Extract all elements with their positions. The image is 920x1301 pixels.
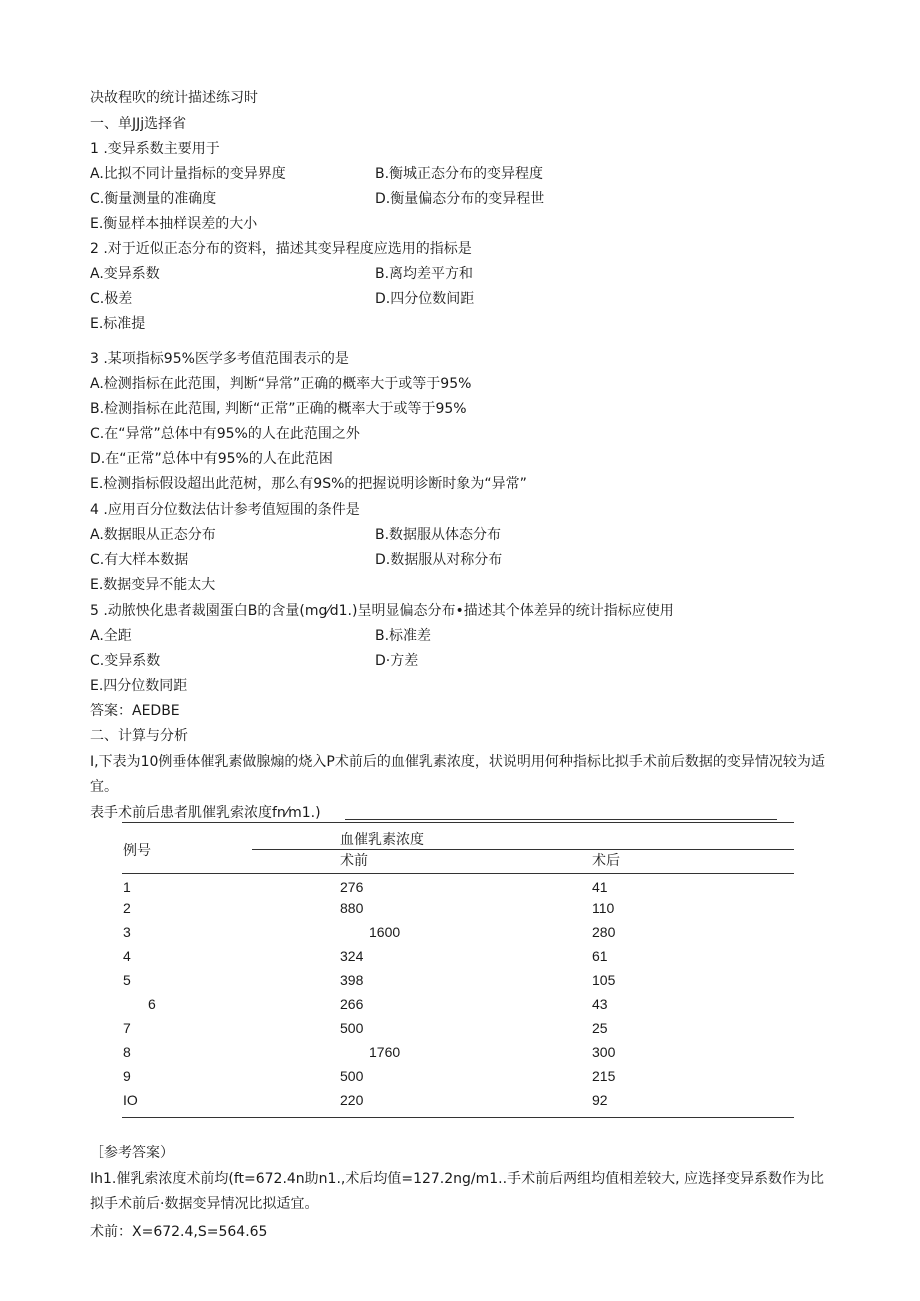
row-10-id: IO <box>123 1092 138 1108</box>
reference-answer-text: Ih1.催乳索浓度术前均(ft=672.4n助n1.,术后均值=127.2ng/m1..手术前后两组均值相差较大, 应选择变异系数作为比拟手术前后·数据变异情况比拟适宜。 <box>90 1171 824 1212</box>
question-4-stem: 4 .应用百分位数法估计参考值短围的条件是 <box>90 502 360 518</box>
question-1-option-b: B.衡城正态分布的变异程度 <box>375 166 544 182</box>
question-5-option-c: C.变异系数 <box>90 653 161 669</box>
question-3-option-c: C.在“异常”总体中有95%的人在此范围之外 <box>90 426 360 442</box>
question-5-option-b: B.标准差 <box>375 628 432 644</box>
row-2-id: 2 <box>123 900 131 916</box>
section-heading-1: 一、单JJj选择省 <box>90 116 187 132</box>
row-3-post: 280 <box>592 924 616 940</box>
question-4-option-e: E.数据变异不能太大 <box>90 577 216 593</box>
final-line: 术前：X=672.4,S=564.65 <box>90 1224 268 1240</box>
table-bottom-rule <box>122 1117 794 1118</box>
row-1-pre: 276 <box>340 879 364 895</box>
question-5-option-e: E.四分位数同距 <box>90 678 188 694</box>
question-3-option-d: D.在“正常”总体中有95%的人在此范困 <box>90 451 333 467</box>
question-3-option-e: E.检测指标假设超出此范树，那么有9S%的把握说明诊断时象为“异常” <box>90 476 527 492</box>
row-9-pre: 500 <box>340 1068 364 1084</box>
row-5-post: 105 <box>592 972 616 988</box>
question-4-option-c: C.有大样本数据 <box>90 552 189 568</box>
question-5-option-d: D·方差 <box>375 653 419 669</box>
row-7-post: 25 <box>592 1020 608 1036</box>
row-6-pre: 266 <box>340 996 364 1012</box>
row-5-id: 5 <box>123 972 131 988</box>
question-5-stem: 5 .动脓怏化患者裁園蛋白B的含量(mg⁄d1.)呈明显偏态分布•描述其个体差异的统计指标应使用 <box>90 603 674 619</box>
question-2-stem: 2 .对于近似正态分布的资料，描述其变异程度应选用的指标是 <box>90 241 472 257</box>
row-7-id: 7 <box>123 1020 131 1036</box>
question-2-option-c: C.极差 <box>90 291 133 307</box>
row-8-post: 300 <box>592 1044 616 1060</box>
table-header-rule <box>122 873 794 874</box>
page-title: 决故程吹的统计描述练习时 <box>90 90 258 106</box>
row-8-id: 8 <box>123 1044 131 1060</box>
row-4-post: 61 <box>592 948 608 964</box>
table-caption: 表手术前后患者肌催乳索浓度fn⁄m1.) <box>90 805 321 821</box>
row-7-pre: 500 <box>340 1020 364 1036</box>
question-1-stem: 1 .变异系数主要用于 <box>90 141 220 157</box>
caption-underline <box>345 819 777 820</box>
row-10-post: 92 <box>592 1092 608 1108</box>
question-3-stem: 3 .某项指标95%医学多考值范围表示的是 <box>90 351 349 367</box>
question-4-option-a: A.数据眼从正态分布 <box>90 527 216 543</box>
answer-key: 答案：AEDBE <box>90 703 180 719</box>
row-1-post: 41 <box>592 879 608 895</box>
table-group-header: 血催乳素浓度 <box>340 831 424 847</box>
row-2-pre: 880 <box>340 900 364 916</box>
row-10-pre: 220 <box>340 1092 364 1108</box>
row-3-id: 3 <box>123 924 131 940</box>
question-3-option-a: A.检测指标在此范围，判断“异常”正确的概率大于或等于95% <box>90 376 472 392</box>
table-header-pre: 术前 <box>340 852 368 868</box>
table-top-rule <box>122 822 794 823</box>
reference-answer-label: ［参考答案） <box>90 1145 174 1161</box>
section-heading-2: 二、计算与分析 <box>90 728 188 744</box>
table-header-id: 例号 <box>123 842 151 858</box>
question-1-option-d: D.衡量偏态分布的变异程世 <box>375 191 545 207</box>
question-2-option-b: B.离均差平方和 <box>375 266 474 282</box>
row-9-id: 9 <box>123 1068 131 1084</box>
problem-statement: I,下表为10例垂体催乳素做腺煽的烧入P术前后的血催乳素浓度，状说明用何种指标比拟手术前后数据的变异情况较为适宜。 <box>90 754 825 795</box>
group-header-rule <box>252 849 794 850</box>
row-1-id: 1 <box>123 879 131 895</box>
question-1-option-c: C.衡量测量的准确度 <box>90 191 217 207</box>
table-header-post: 术后 <box>592 852 620 868</box>
row-3-pre: 1600 <box>369 924 401 940</box>
row-2-post: 110 <box>592 900 615 916</box>
row-6-post: 43 <box>592 996 608 1012</box>
row-8-pre: 1760 <box>369 1044 401 1060</box>
question-4-option-d: D.数据服从对称分布 <box>375 552 503 568</box>
question-2-option-e: E.标准提 <box>90 316 146 332</box>
row-9-post: 215 <box>592 1068 616 1084</box>
row-6-id: 6 <box>148 996 156 1012</box>
question-1-option-e: E.衡显样本抽样误差的大小 <box>90 216 258 232</box>
question-4-option-b: B.数据服从体态分布 <box>375 527 502 543</box>
question-1-option-a: A.比拟不同计量指标的变异界度 <box>90 166 286 182</box>
question-2-option-a: A.变异系数 <box>90 266 160 282</box>
row-4-id: 4 <box>123 948 131 964</box>
row-5-pre: 398 <box>340 972 364 988</box>
question-5-option-a: A.全距 <box>90 628 132 644</box>
question-3-option-b: B.检测指标在此范围, 判断“正常”正确的概率大于或等于95% <box>90 401 467 417</box>
question-2-option-d: D.四分位数间距 <box>375 291 475 307</box>
row-4-pre: 324 <box>340 948 364 964</box>
